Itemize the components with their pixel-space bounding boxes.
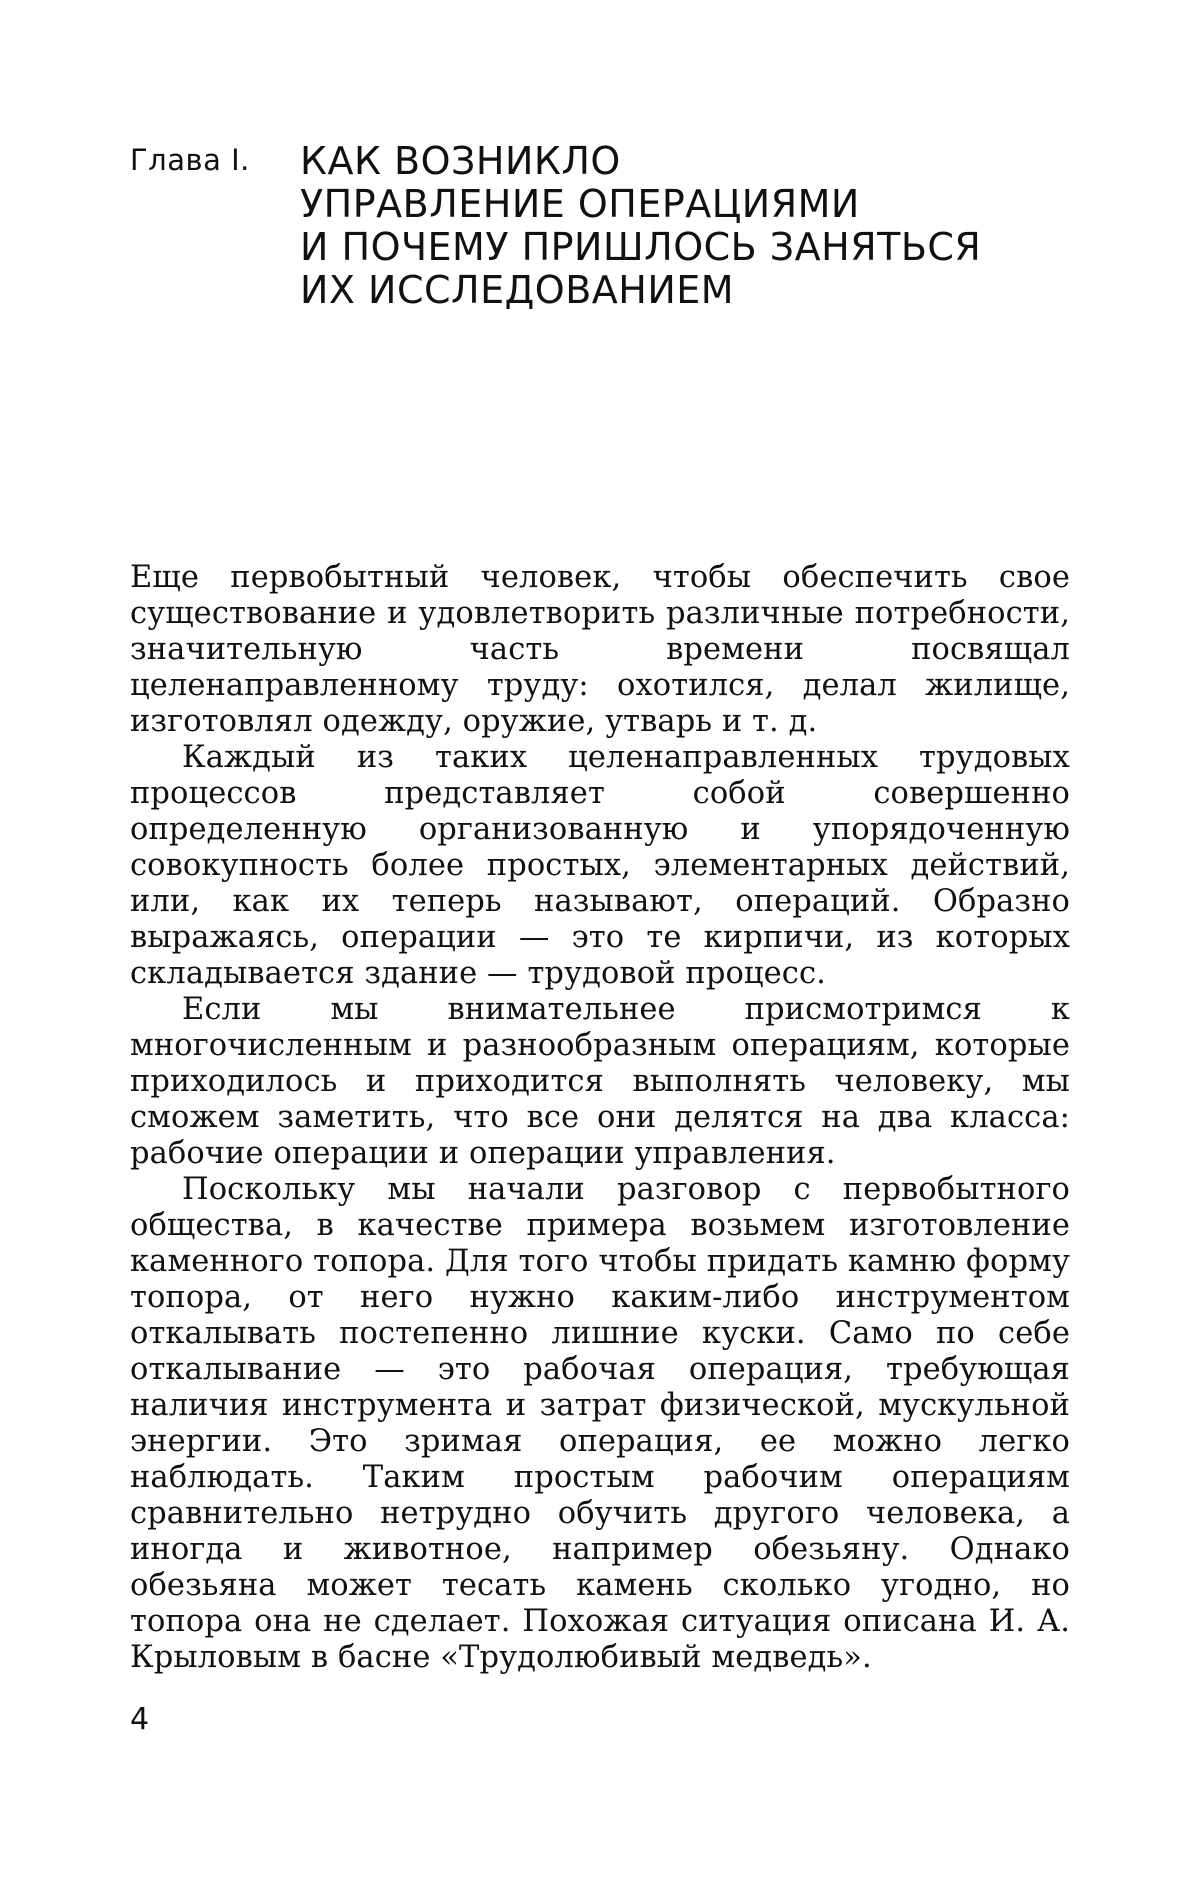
chapter-title-line: И ПОЧЕМУ ПРИШЛОСЬ ЗАНЯТЬСЯ bbox=[300, 225, 982, 269]
body-text bbox=[130, 560, 1070, 1676]
chapter-header bbox=[130, 140, 1090, 320]
chapter-title-line: КАК ВОЗНИКЛО bbox=[300, 139, 621, 183]
page-number: 4 bbox=[130, 1702, 150, 1737]
chapter-label: Глава I. bbox=[130, 143, 250, 177]
chapter-title-line: ИХ ИССЛЕДОВАНИЕМ bbox=[300, 268, 735, 312]
paragraph: Если мы внимательнее присмотримся к многочисленным и разнообразным операциям, которые приходилось и приходится выполнять человеку, мы сможем заметить, что все они делятся на два класса: рабочие операции и операции управления. bbox=[130, 992, 1070, 1171]
paragraph: Каждый из таких целенаправленных трудовых процессов представляет собой совершенно определенную организованную и упорядоченную совокупность более простых, элементарных действий, или, как их теперь называют, операций. Образно выражаясь, операции — это те кирпичи, из которых складывается здание — трудовой процесс. bbox=[130, 740, 1070, 991]
chapter-title-line: УПРАВЛЕНИЕ ОПЕРАЦИЯМИ bbox=[300, 182, 860, 226]
paragraph: Еще первобытный человек, чтобы обеспечить свое существование и удовлетворить различные потребности, значительную часть времени посвящал целенаправленному труду: охотился, делал жилище, изготовлял одежду, оружие, утварь и т. д. bbox=[130, 560, 1070, 739]
paragraph: Поскольку мы начали разговор с первобытного общества, в качестве примера возьмем изготовление каменного топора. Для того чтобы придать камню форму топора, от него нужно каким-либо инструментом откалывать постепенно лишние куски. Само по себе откалывание — это рабочая операция, требующая наличия инструмента и затрат физической, мускульной энергии. Это зримая операция, ее можно легко наблюдать. Таким простым рабочим операциям сравнительно нетрудно обучить другого человека, а иногда и животное, например обезьяну. Однако обезьяна может тесать камень сколько угодно, но топора она не сделает. Похожая ситуация описана И. А. Крыловым в басне «Трудолюбивый медведь». bbox=[130, 1172, 1070, 1675]
chapter-title bbox=[300, 140, 1080, 312]
